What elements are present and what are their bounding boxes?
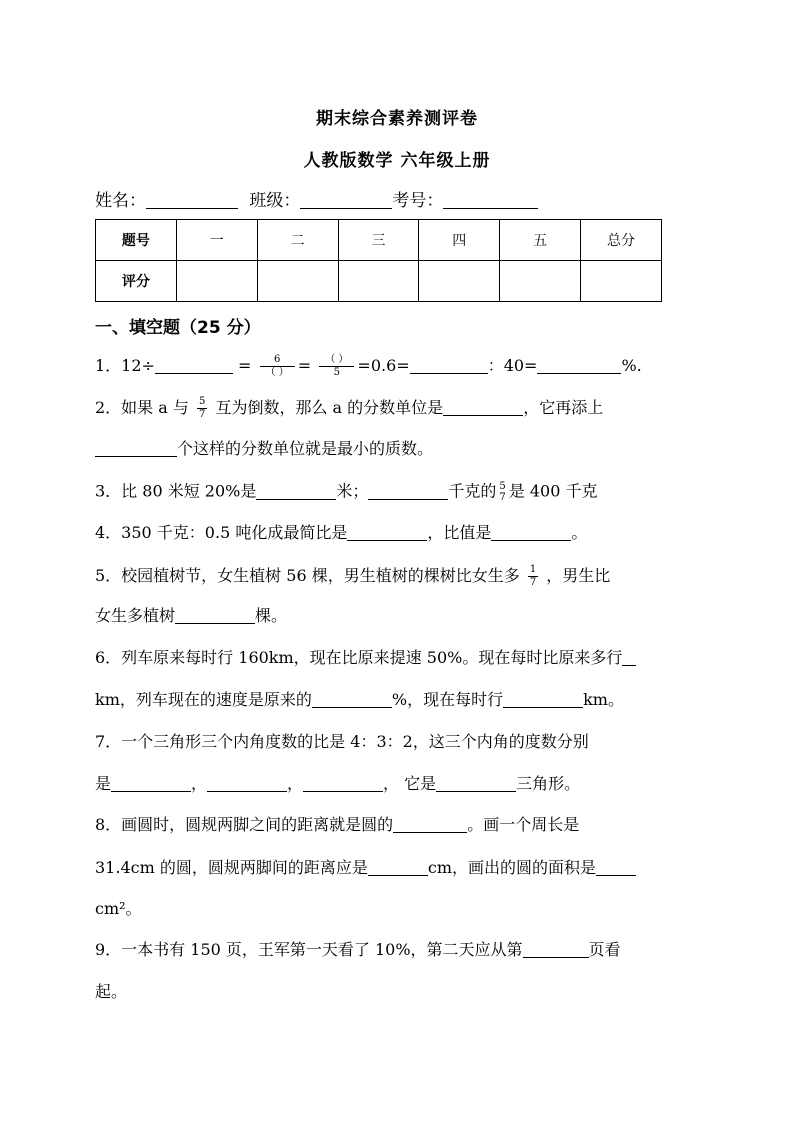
q1-text: = xyxy=(238,356,252,375)
fraction xyxy=(260,354,295,379)
fraction-numerator: 6 xyxy=(260,354,295,367)
score-header-cell: 四 xyxy=(419,220,500,261)
q5-text: 棵。 xyxy=(255,606,288,625)
question-6-cont xyxy=(95,690,624,710)
q1-text: = xyxy=(297,356,312,375)
fraction-denominator: 7 xyxy=(199,409,206,420)
exam-no-blank[interactable] xyxy=(443,190,538,209)
fraction-denominator[interactable]: （ ） xyxy=(265,367,289,378)
score-header-cell: 三 xyxy=(338,220,419,261)
q4-text: 4．350 千克：0.5 吨化成最简比是 xyxy=(95,523,348,542)
q6-text: km，列车现在的速度是原来的 xyxy=(95,690,312,709)
score-row-label: 评分 xyxy=(96,261,177,302)
page-subtitle: 人教版数学 六年级上册 xyxy=(303,151,491,171)
fraction-numerator: 1 xyxy=(529,564,537,575)
question-1 xyxy=(95,354,642,379)
q8-text: 8．画圆时，圆规两脚之间的距离就是圆的 xyxy=(95,815,394,834)
answer-blank[interactable] xyxy=(491,523,571,541)
page-title: 期末综合素养测评卷 xyxy=(316,109,478,129)
score-header-cell: 题号 xyxy=(96,220,177,261)
answer-blank[interactable] xyxy=(312,690,392,708)
q9-text: 起。 xyxy=(95,982,128,1001)
q2-text: 2．如果 a 与 xyxy=(95,398,189,417)
answer-blank[interactable] xyxy=(537,356,621,374)
answer-blank[interactable] xyxy=(175,606,255,624)
q7-text: ， 它是 xyxy=(383,774,437,793)
q2-text: 个这样的分数单位就是最小的质数。 xyxy=(177,439,434,458)
question-6 xyxy=(95,648,636,668)
q6-text: %，现在每时行 xyxy=(391,690,504,709)
answer-blank[interactable] xyxy=(436,774,516,792)
score-table-score-row xyxy=(96,261,662,302)
question-8 xyxy=(95,815,579,835)
q5-text: ，男生比 xyxy=(546,566,611,585)
question-4 xyxy=(95,523,587,543)
question-5 xyxy=(95,564,610,589)
q8-text: 31.4cm 的圆，圆规两脚间的距离应是 xyxy=(95,858,368,877)
question-9 xyxy=(95,940,621,960)
question-2 xyxy=(95,396,603,421)
fraction-numerator: 5 xyxy=(499,481,506,492)
answer-blank[interactable] xyxy=(207,774,287,792)
fraction-denominator: 7 xyxy=(499,492,506,503)
q7-text: ， xyxy=(191,774,208,793)
q4-text: 。 xyxy=(571,523,588,542)
q3-text: 是 400 千克 xyxy=(508,481,598,501)
q1-text: =0.6= xyxy=(357,356,410,375)
answer-blank[interactable] xyxy=(393,815,467,833)
fraction xyxy=(319,354,354,379)
q5-text: 女生多植树 xyxy=(95,606,176,625)
q3-text: 千克的 xyxy=(448,481,497,501)
answer-blank[interactable] xyxy=(410,356,488,374)
score-cell[interactable] xyxy=(419,261,500,302)
q1-text: ：40= xyxy=(487,356,538,375)
q1-text: %. xyxy=(621,356,642,375)
student-info-line xyxy=(95,186,538,211)
score-header-cell: 一 xyxy=(176,220,257,261)
question-8-cont2 xyxy=(95,899,142,919)
class-blank[interactable] xyxy=(300,190,392,209)
section-title: 一、填空题（25 分） xyxy=(95,318,261,338)
q8-text: cm²。 xyxy=(95,899,142,918)
answer-blank[interactable] xyxy=(95,439,177,457)
answer-blank[interactable] xyxy=(503,690,583,708)
score-table-header-row xyxy=(96,220,662,261)
answer-blank[interactable] xyxy=(596,858,636,876)
fraction-denominator: 7 xyxy=(529,577,537,588)
question-5-cont xyxy=(95,606,287,626)
fraction xyxy=(497,481,507,503)
question-8-cont xyxy=(95,858,636,878)
q1-text: 1．12÷ xyxy=(95,356,155,375)
class-label: 班级： xyxy=(249,191,301,211)
fraction-denominator: 5 xyxy=(333,367,341,378)
q3-text: 3．比 80 米短 20%是 xyxy=(95,481,257,501)
exam-no-label: 考号： xyxy=(392,191,444,211)
q4-text: ，比值是 xyxy=(427,523,492,542)
q7-text: 7．一个三角形三个内角度数的比是 4：3：2，这三个内角的度数分别 xyxy=(95,732,589,751)
answer-blank[interactable] xyxy=(111,774,191,792)
score-header-cell: 二 xyxy=(257,220,338,261)
q5-text: 5．校园植树节，女生植树 56 棵，男生植树的棵树比女生多 xyxy=(95,566,520,585)
answer-blank[interactable] xyxy=(155,356,233,374)
q7-text: 三角形。 xyxy=(516,774,581,793)
q2-text: 互为倒数，那么 a 的分数单位是 xyxy=(215,398,444,417)
q7-text: ， xyxy=(287,774,304,793)
score-cell[interactable] xyxy=(176,261,257,302)
fraction xyxy=(528,564,538,589)
name-blank[interactable] xyxy=(146,190,238,209)
question-7 xyxy=(95,732,589,752)
fraction-numerator: 5 xyxy=(199,396,206,407)
score-table xyxy=(95,219,662,302)
answer-blank[interactable] xyxy=(443,398,523,416)
question-7-cont xyxy=(95,774,580,794)
answer-blank[interactable] xyxy=(368,482,448,500)
q6-text: 6．列车原来每时行 160km，现在比原来提速 50%。现在每时比原来多行 xyxy=(95,648,623,667)
answer-blank[interactable] xyxy=(303,774,383,792)
answer-blank[interactable] xyxy=(523,940,589,958)
q8-text: cm，画出的圆的面积是 xyxy=(427,858,596,877)
score-cell[interactable] xyxy=(581,261,662,302)
q9-text: 页看 xyxy=(588,940,621,959)
score-cell[interactable] xyxy=(257,261,338,302)
fraction xyxy=(197,396,207,421)
fraction-numerator[interactable]: （ ） xyxy=(319,354,354,367)
q6-text: km。 xyxy=(583,690,624,709)
q2-text: ，它再添上 xyxy=(523,398,604,417)
q3-text: 米； xyxy=(336,481,369,501)
name-label: 姓名： xyxy=(95,191,146,211)
question-2-cont xyxy=(95,439,433,459)
score-header-cell: 五 xyxy=(500,220,581,261)
answer-blank[interactable] xyxy=(622,648,636,666)
question-3 xyxy=(95,481,598,503)
q8-text: 。画一个周长是 xyxy=(467,815,580,834)
score-header-cell: 总分 xyxy=(581,220,662,261)
question-9-cont xyxy=(95,982,127,1002)
score-cell[interactable] xyxy=(338,261,419,302)
answer-blank[interactable] xyxy=(256,482,336,500)
q7-text: 是 xyxy=(95,774,112,793)
q9-text: 9．一本书有 150 页，王军第一天看了 10%，第二天应从第 xyxy=(95,940,523,959)
score-cell[interactable] xyxy=(500,261,581,302)
answer-blank[interactable] xyxy=(347,523,427,541)
answer-blank[interactable] xyxy=(368,858,428,876)
